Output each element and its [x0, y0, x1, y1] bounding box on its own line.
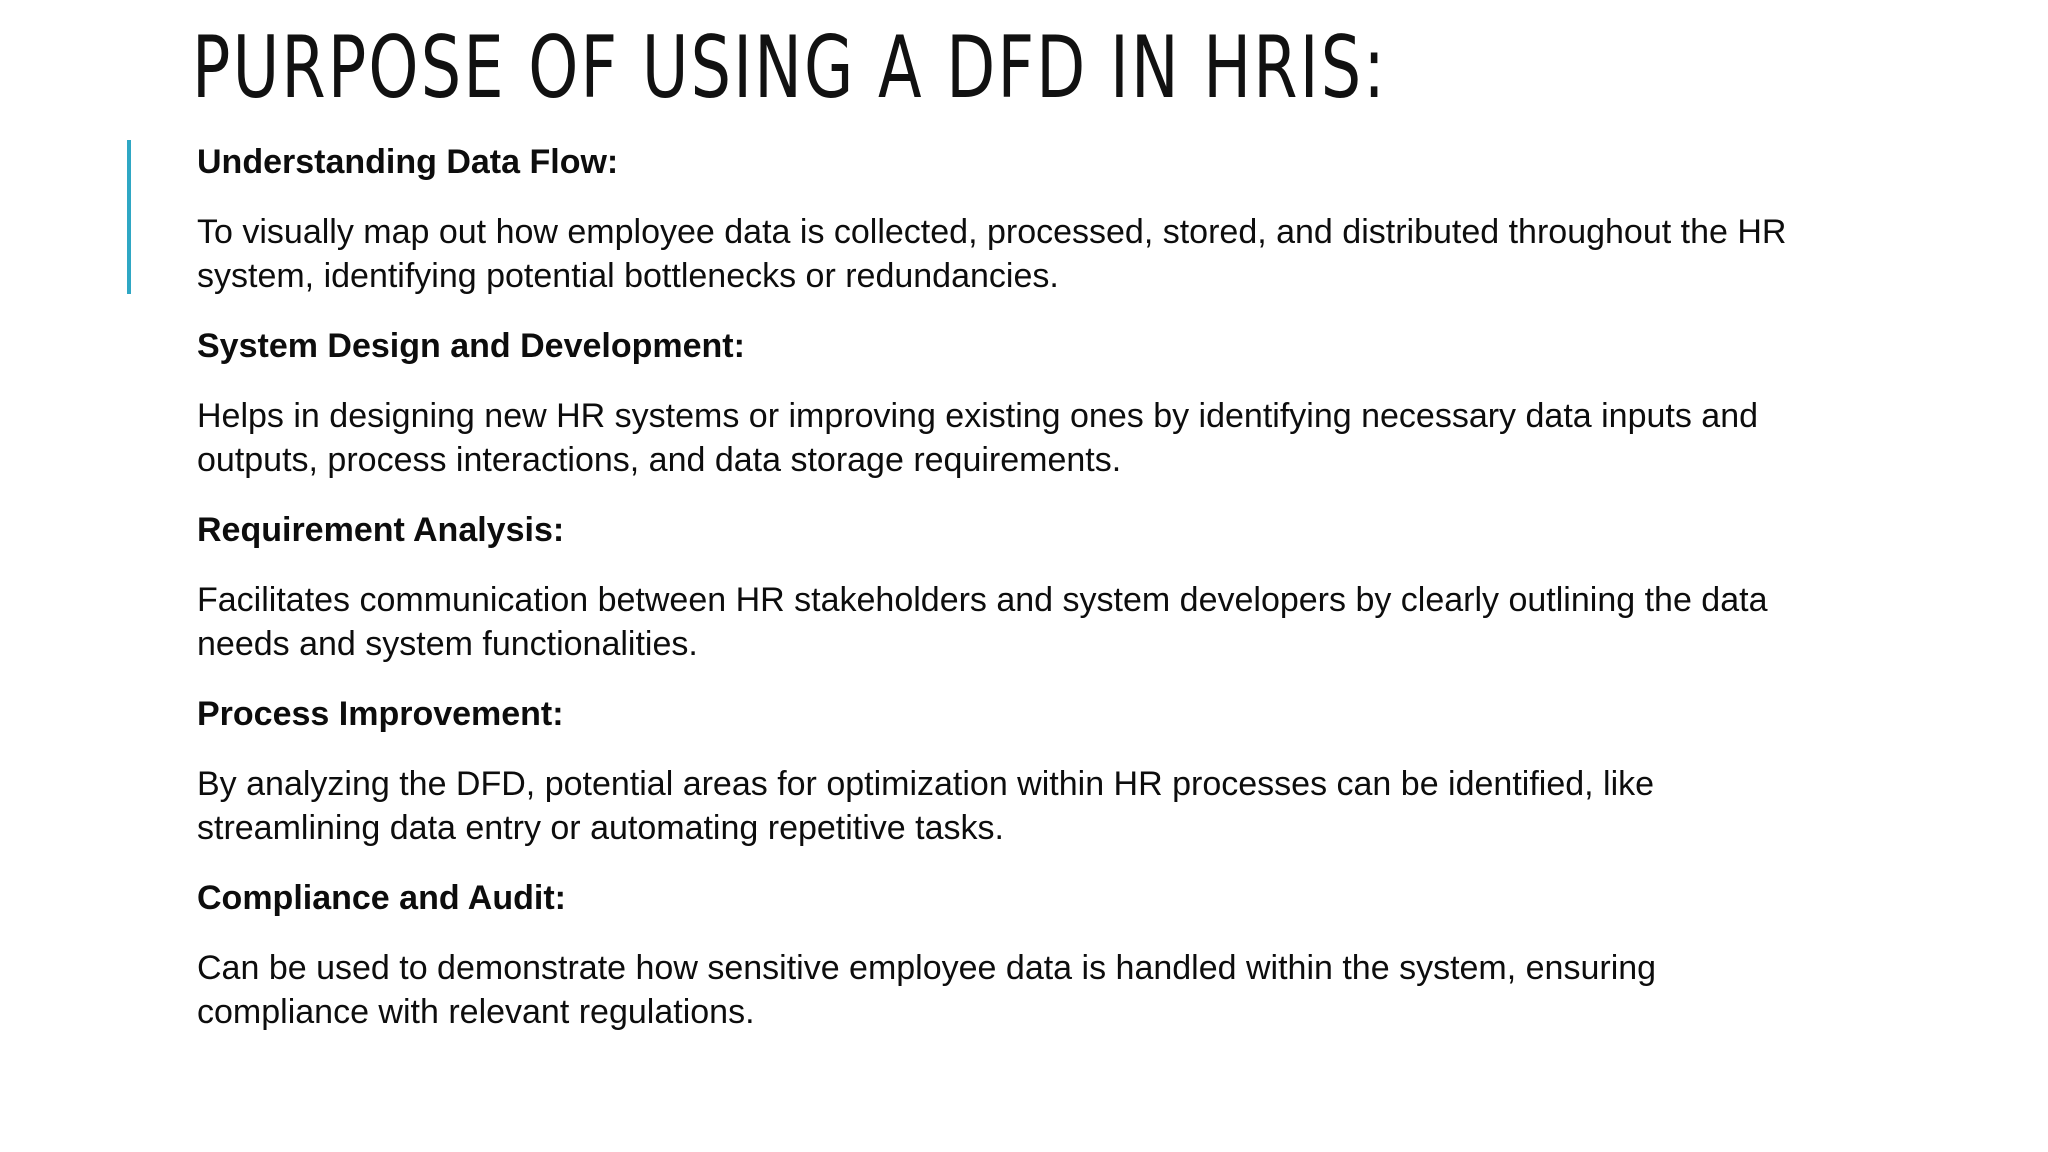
- section-body-system-design: Helps in designing new HR systems or improving existing ones by identifying necessary data inputs and outputs, process interactions, and data storage requirements.: [197, 397, 1759, 479]
- section-body-process-improvement: By analyzing the DFD, potential areas for optimization within HR processes can be identified, like streamlining data entry or automating repetitive tasks.: [197, 765, 1655, 847]
- accent-bar: [127, 140, 131, 294]
- section-heading-system-design: System Design and Development:: [197, 327, 745, 365]
- section-heading-compliance-audit: Compliance and Audit:: [197, 879, 566, 917]
- section-body-compliance-audit: Can be used to demonstrate how sensitive employee data is handled within the system, ensuring compliance with relevant regulations.: [197, 949, 1657, 1031]
- section-body-requirement-analysis: Facilitates communication between HR stakeholders and system developers by clearly outlining the data needs and system functionalities.: [197, 581, 1768, 663]
- section-body-data-flow: To visually map out how employee data is collected, processed, stored, and distributed throughout the HR system, identifying potential bottlenecks or redundancies.: [197, 213, 1787, 295]
- slide-title: PURPOSE OF USING A DFD IN HRIS:: [192, 18, 1388, 118]
- section-heading-requirement-analysis: Requirement Analysis:: [197, 511, 565, 549]
- slide-content: [197, 140, 1837, 1060]
- section-heading-process-improvement: Process Improvement:: [197, 695, 564, 733]
- section-heading-data-flow: Understanding Data Flow:: [197, 143, 619, 181]
